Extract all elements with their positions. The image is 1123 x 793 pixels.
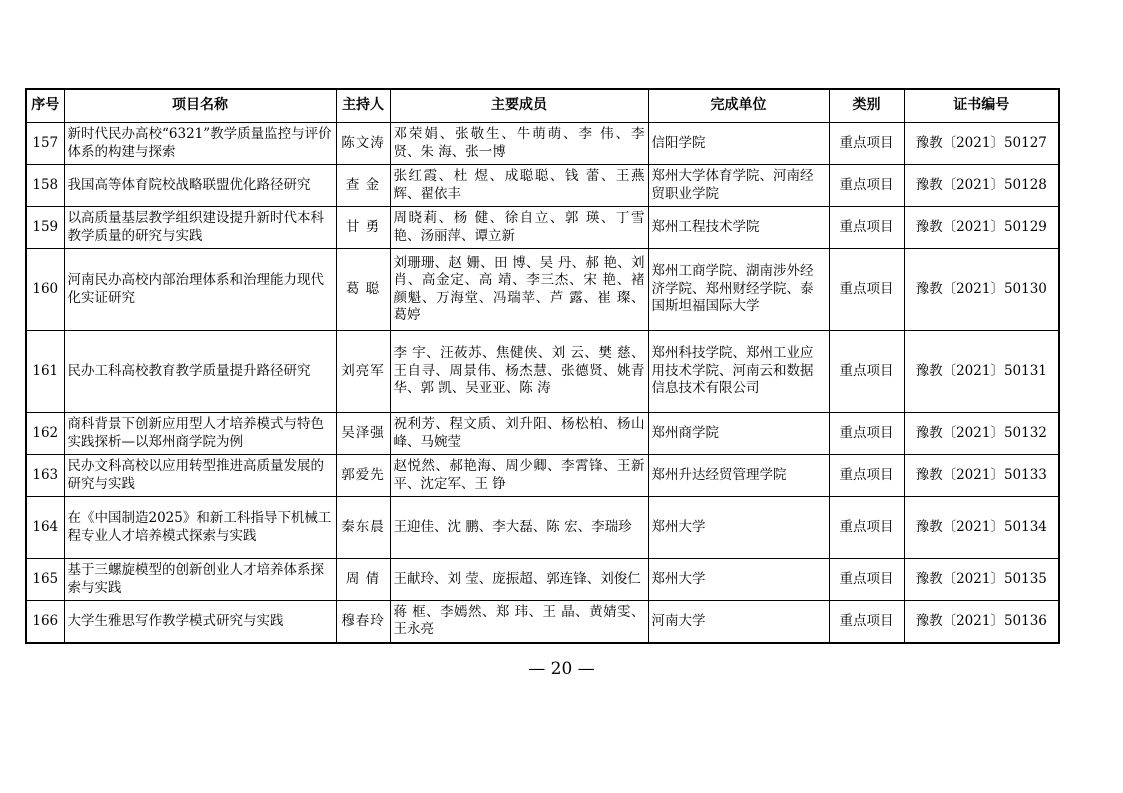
cell-no: 157 (26, 123, 64, 165)
header-members: 主要成员 (390, 89, 648, 123)
cell-cert: 豫教〔2021〕50127 (904, 123, 1059, 165)
cell-unit: 郑州大学 (648, 497, 829, 559)
cell-members: 周晓莉、杨 健、徐自立、郭 瑛、丁雪艳、汤丽萍、谭立新 (390, 207, 648, 249)
cell-members: 王迎佳、沈 鹏、李大磊、陈 宏、李瑞珍 (390, 497, 648, 559)
cell-project-name: 大学生雅思写作教学模式研究与实践 (64, 601, 336, 643)
cell-leader: 秦东晨 (336, 497, 390, 559)
cell-category: 重点项目 (829, 123, 904, 165)
cell-cert: 豫教〔2021〕50135 (904, 559, 1059, 601)
cell-no: 160 (26, 249, 64, 331)
cell-leader: 郭爱先 (336, 455, 390, 497)
table-row (26, 455, 1059, 497)
header-category: 类别 (829, 89, 904, 123)
table-row (26, 165, 1059, 207)
table-row (26, 601, 1059, 643)
cell-cert: 豫教〔2021〕50130 (904, 249, 1059, 331)
cell-category: 重点项目 (829, 601, 904, 643)
cell-project-name: 以高质量基层教学组织建设提升新时代本科教学质量的研究与实践 (64, 207, 336, 249)
cell-category: 重点项目 (829, 559, 904, 601)
cell-cert: 豫教〔2021〕50132 (904, 413, 1059, 455)
table-row (26, 413, 1059, 455)
cell-project-name: 民办工科高校教育教学质量提升路径研究 (64, 331, 336, 413)
cell-unit: 郑州商学院 (648, 413, 829, 455)
cell-leader: 刘亮军 (336, 331, 390, 413)
cell-leader: 穆春玲 (336, 601, 390, 643)
cell-leader: 查 金 (336, 165, 390, 207)
table-row (26, 497, 1059, 559)
header-leader: 主持人 (336, 89, 390, 123)
cell-unit: 信阳学院 (648, 123, 829, 165)
cell-unit: 郑州工程技术学院 (648, 207, 829, 249)
cell-leader: 吴泽强 (336, 413, 390, 455)
cell-unit: 郑州科技学院、郑州工业应用技术学院、河南云和数据信息技术有限公司 (648, 331, 829, 413)
cell-project-name: 新时代民办高校“6321”教学质量监控与评价体系的构建与探索 (64, 123, 336, 165)
header-cert: 证书编号 (904, 89, 1059, 123)
cell-project-name: 商科背景下创新应用型人才培养模式与特色实践探析—以郑州商学院为例 (64, 413, 336, 455)
table-row (26, 331, 1059, 413)
cell-leader: 葛 聪 (336, 249, 390, 331)
table-row (26, 123, 1059, 165)
cell-category: 重点项目 (829, 413, 904, 455)
cell-cert: 豫教〔2021〕50136 (904, 601, 1059, 643)
cell-members: 祝利芳、程文质、刘升阳、杨松柏、杨山峰、马婉莹 (390, 413, 648, 455)
cell-project-name: 河南民办高校内部治理体系和治理能力现代化实证研究 (64, 249, 336, 331)
cell-members: 李 宇、汪莜苏、焦健侠、刘 云、樊 慈、王自寻、周景伟、杨杰慧、张德贤、姚青华、郭 凯、吴亚亚、陈 涛 (390, 331, 648, 413)
cell-leader: 陈文涛 (336, 123, 390, 165)
table-row (26, 249, 1059, 331)
cell-no: 161 (26, 331, 64, 413)
header-no: 序号 (26, 89, 64, 123)
cell-no: 164 (26, 497, 64, 559)
cell-no: 162 (26, 413, 64, 455)
cell-unit: 河南大学 (648, 601, 829, 643)
cell-unit: 郑州工商学院、湖南涉外经济学院、郑州财经学院、泰国斯坦福国际大学 (648, 249, 829, 331)
table-row (26, 207, 1059, 249)
page-number: — 20 — (528, 659, 595, 679)
cell-cert: 豫教〔2021〕50133 (904, 455, 1059, 497)
cell-unit: 郑州大学体育学院、河南经贸职业学院 (648, 165, 829, 207)
cell-no: 166 (26, 601, 64, 643)
cell-cert: 豫教〔2021〕50134 (904, 497, 1059, 559)
cell-category: 重点项目 (829, 165, 904, 207)
cell-no: 163 (26, 455, 64, 497)
cell-leader: 甘 勇 (336, 207, 390, 249)
cell-category: 重点项目 (829, 331, 904, 413)
cell-cert: 豫教〔2021〕50129 (904, 207, 1059, 249)
cell-cert: 豫教〔2021〕50131 (904, 331, 1059, 413)
cell-members: 刘珊珊、赵 姗、田 博、吴 丹、郝 艳、刘 肖、高金定、高 靖、李三杰、宋 艳、褚颜魁、万海堂、冯瑞苹、芦 露、崔 璨、葛婷 (390, 249, 648, 331)
cell-members: 赵悦然、郝艳海、周少卿、李霄锋、王新平、沈定军、王 铮 (390, 455, 648, 497)
project-table (25, 88, 1060, 644)
cell-project-name: 民办文科高校以应用转型推进高质量发展的研究与实践 (64, 455, 336, 497)
cell-category: 重点项目 (829, 249, 904, 331)
cell-category: 重点项目 (829, 497, 904, 559)
table-header-row (26, 89, 1059, 123)
cell-project-name: 在《中国制造2025》和新工科指导下机械工程专业人才培养模式探索与实践 (64, 497, 336, 559)
cell-no: 158 (26, 165, 64, 207)
cell-members: 邓荣娟、张敬生、牛萌萌、李 伟、李 贤、朱 海、张一博 (390, 123, 648, 165)
cell-project-name: 基于三螺旋模型的创新创业人才培养体系探索与实践 (64, 559, 336, 601)
cell-leader: 周 倩 (336, 559, 390, 601)
header-name: 项目名称 (64, 89, 336, 123)
table-row (26, 559, 1059, 601)
cell-members: 蒋 框、李嫣然、郑 玮、王 晶、黄婧雯、王永亮 (390, 601, 648, 643)
cell-no: 165 (26, 559, 64, 601)
cell-cert: 豫教〔2021〕50128 (904, 165, 1059, 207)
cell-unit: 郑州大学 (648, 559, 829, 601)
cell-project-name: 我国高等体育院校战略联盟优化路径研究 (64, 165, 336, 207)
cell-unit: 郑州升达经贸管理学院 (648, 455, 829, 497)
cell-members: 张红霞、杜 煜、成聪聪、钱 蕾、王燕辉、翟依丰 (390, 165, 648, 207)
cell-no: 159 (26, 207, 64, 249)
header-unit: 完成单位 (648, 89, 829, 123)
cell-category: 重点项目 (829, 207, 904, 249)
cell-members: 王献玲、刘 莹、庞振超、郭连锋、刘俊仁 (390, 559, 648, 601)
cell-category: 重点项目 (829, 455, 904, 497)
